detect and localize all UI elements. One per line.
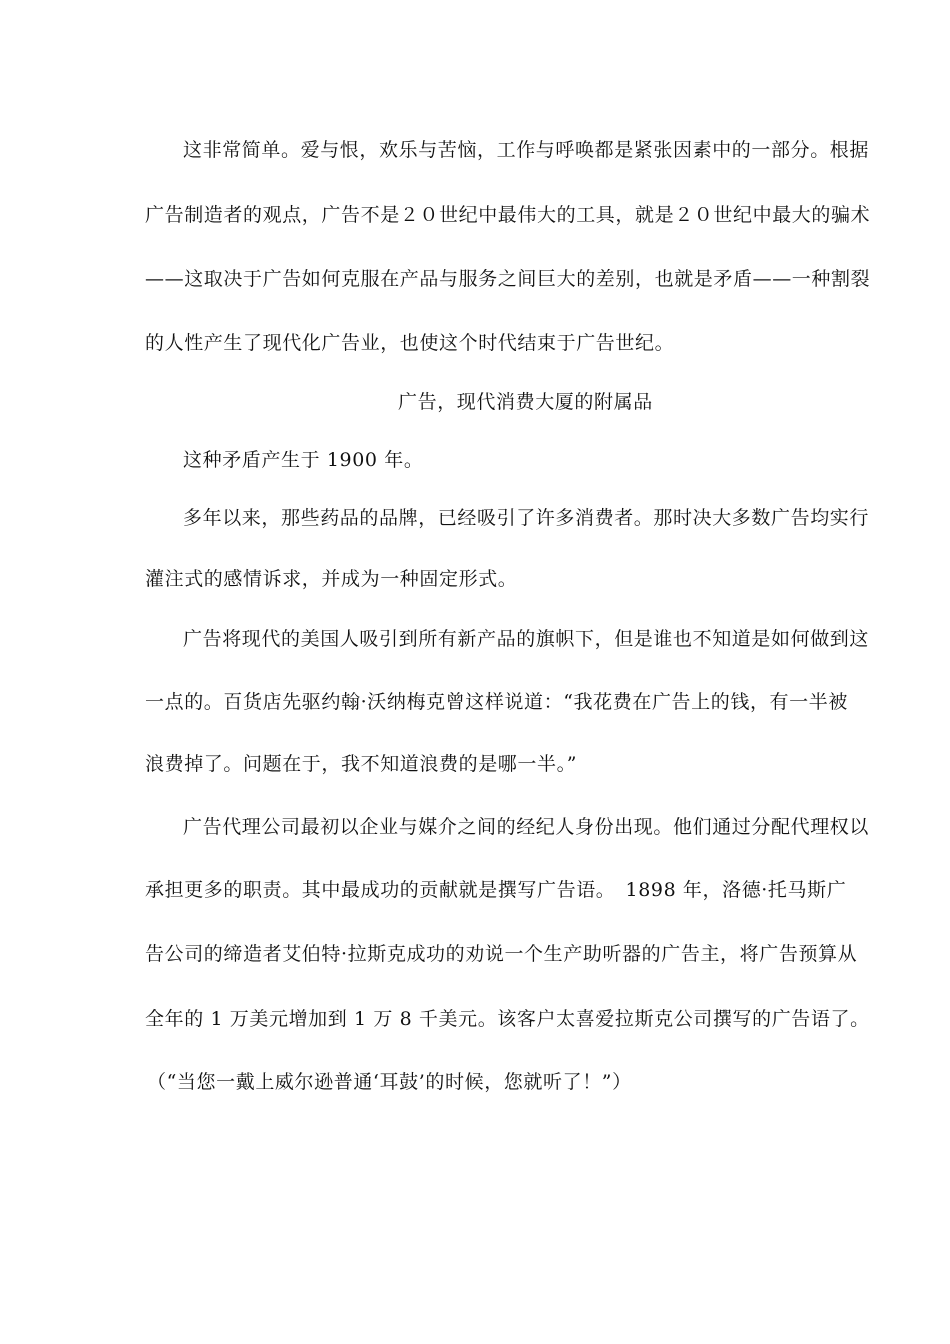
paragraph-5-line-1: 广告代理公司最初以企业与媒介之间的经纪人身份出现。他们通过分配代理权以: [183, 816, 870, 838]
paragraph-1-line-2: 广告制造者的观点，广告不是２０世纪中最伟大的工具，就是２０世纪中最大的骗术: [145, 204, 871, 226]
section-heading: 广告，现代消费大厦的附属品: [398, 391, 653, 413]
paragraph-1-line-1: 这非常简单。爱与恨，欢乐与苦恼，工作与呼唤都是紧张因素中的一部分。根据: [183, 139, 870, 161]
paragraph-5-line-2: 承担更多的职责。其中最成功的贡献就是撰写广告语。 1898 年，洛德·托马斯广: [145, 879, 847, 901]
paragraph-5-line-5: （“当您一戴上威尔逊普通‘耳鼓’的时候，您就听了！”）: [147, 1071, 632, 1093]
paragraph-4-line-2: 一点的。百货店先驱约翰·沃纳梅克曾这样说道：“我花费在广告上的钱，有一半被: [145, 691, 848, 713]
paragraph-4-line-1: 广告将现代的美国人吸引到所有新产品的旗帜下，但是谁也不知道是如何做到这: [183, 628, 870, 650]
paragraph-1-line-4: 的人性产生了现代化广告业，也使这个时代结束于广告世纪。: [145, 332, 675, 354]
paragraph-1-line-3: ——这取决于广告如何克服在产品与服务之间巨大的差别，也就是矛盾——一种割裂: [145, 268, 871, 290]
paragraph-4-line-3: 浪费掉了。问题在于，我不知道浪费的是哪一半。”: [145, 753, 578, 775]
paragraph-3-line-1: 多年以来，那些药品的品牌，已经吸引了许多消费者。那时决大多数广告均实行: [183, 507, 870, 529]
paragraph-5-line-4: 全年的 1 万美元增加到 1 万 8 千美元。该客户太喜爱拉斯克公司撰写的广告语了。: [145, 1008, 870, 1030]
paragraph-2: 这种矛盾产生于 1900 年。: [183, 449, 424, 471]
paragraph-5-line-3: 告公司的缔造者艾伯特·拉斯克成功的劝说一个生产助听器的广告主，将广告预算从: [145, 943, 858, 965]
paragraph-3-line-2: 灌注式的感情诉求，并成为一种固定形式。: [145, 568, 518, 590]
